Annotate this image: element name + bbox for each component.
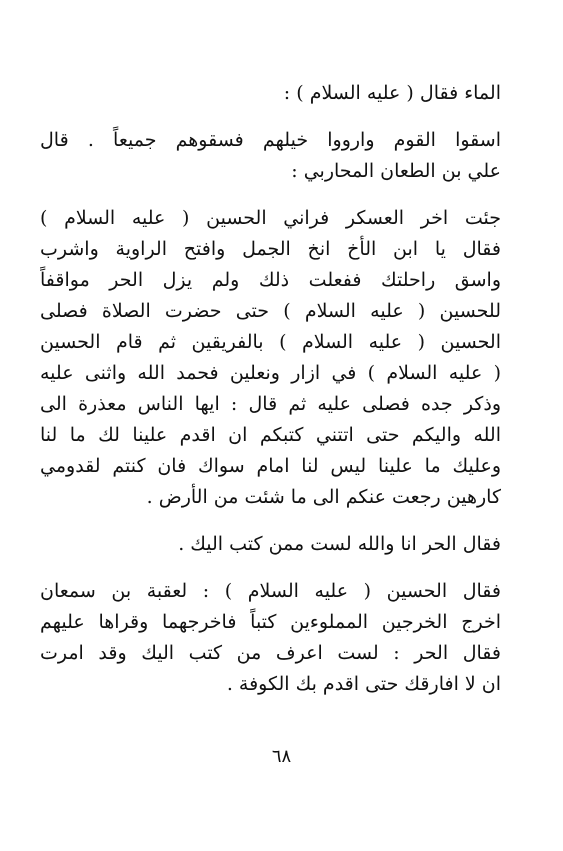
text-line: اخرج الخرجين المملوءين كتباً فاخرجهما وقراها عليهم (40, 611, 501, 633)
paragraph-gap (40, 109, 501, 125)
text-line: واسق راحلتك ففعلت ذلك ولم يزل الحر مواقفاً (40, 269, 501, 291)
text-line: فقال الحسين ( عليه السلام ) : لعقبة بن سمعان (40, 580, 501, 602)
text-line: اسقوا القوم وارووا خيلهم فسقوهم جميعاً . قال (40, 129, 501, 151)
page-number: ٦٨ (271, 746, 292, 767)
text-line: الماء فقال ( عليه السلام ) : (283, 82, 501, 104)
text-line: فقال يا ابن الأخ انخ الجمل وافتح الراوية واشرب (40, 238, 501, 260)
text-line: ( عليه السلام ) في ازار ونعلين فحمد الله واثنى عليه (40, 362, 501, 384)
text-line: علي بن الطعان المحاربي : (291, 160, 501, 182)
text-line: وعليك ما علينا ليس لنا امام سواك فان كنتم لقدومي (40, 455, 501, 477)
text-line: الحسين ( عليه السلام ) بالفريقين ثم قام الحسين (40, 331, 501, 353)
paragraph-gap (40, 560, 501, 576)
paragraph-gap (40, 187, 501, 203)
text-line: كارهين رجعت عنكم الى ما شئت من الأرض . (146, 486, 501, 508)
paragraph-gap (40, 513, 501, 529)
text-line: فقال الحر : لست اعرف من كتب اليك وقد امرت (40, 642, 501, 664)
text-line: ان لا افارقك حتى اقدم بك الكوفة . (226, 673, 501, 695)
text-line: وذكر جده فصلى عليه ثم قال : ايها الناس معذرة الى (40, 393, 501, 415)
text-line: الله واليكم حتى اتتني كتبكم ان اقدم علينا لك ما لنا (40, 424, 501, 446)
text-line: فقال الحر انا والله لست ممن كتب اليك . (178, 533, 501, 555)
text-line: للحسين ( عليه السلام ) حتى حضرت الصلاة فصلى (40, 300, 501, 322)
page-text (40, 78, 501, 700)
text-line: جئت اخر العسكر فراني الحسين ( عليه السلام ) (40, 207, 501, 229)
